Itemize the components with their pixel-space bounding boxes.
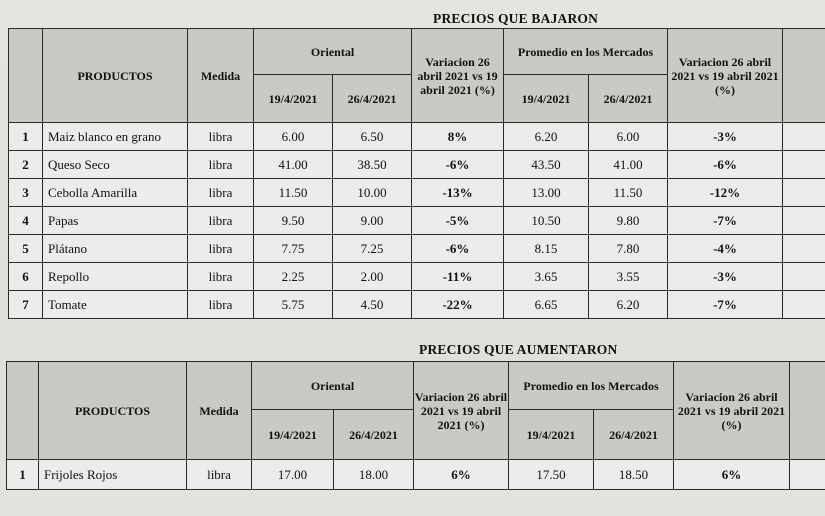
row-number: 3 [9,179,43,207]
price-cell: 6.65 [504,291,589,319]
productos-header: PRODUCTOS [39,362,187,460]
extra-cell [783,207,825,235]
price-cell: 5.75 [254,291,333,319]
price-cell: 17.50 [509,460,594,490]
date-header: 19/4/2021 [252,410,334,460]
price-cell: 3.55 [589,263,668,291]
medida-cell: libra [187,460,252,490]
medida-header: Medida [188,29,254,123]
price-cell: 8.15 [504,235,589,263]
extra-cell [783,263,825,291]
extra-cell [783,291,825,319]
date-header: 26/4/2021 [589,75,668,123]
index-header [9,29,43,123]
price-cell: 41.00 [254,151,333,179]
variacion-cell: -6% [412,151,504,179]
variacion-promedio-header: Variacion 26 abril 2021 vs 19 abril 2021 (%) [668,29,783,123]
producto-cell: Papas [43,207,188,235]
variacion-cell: 6% [674,460,790,490]
table-row [9,235,825,263]
price-cell: 9.50 [254,207,333,235]
row-number: 7 [9,291,43,319]
extra-cell [783,179,825,207]
variacion-cell: 8% [412,123,504,151]
row-number: 5 [9,235,43,263]
table2-title: PRECIOS QUE AUMENTARON [419,342,618,357]
variacion-cell: -3% [668,263,783,291]
price-cell: 7.80 [589,235,668,263]
producto-cell: Tomate [43,291,188,319]
variacion-promedio-header: Variacion 26 abril 2021 vs 19 abril 2021 (%) [674,362,790,460]
producto-cell: Queso Seco [43,151,188,179]
table-row [9,123,825,151]
variacion-cell: -7% [668,207,783,235]
price-cell: 2.25 [254,263,333,291]
date-header: 26/4/2021 [334,410,414,460]
price-cell: 11.50 [589,179,668,207]
variacion-cell: -22% [412,291,504,319]
productos-header: PRODUCTOS [43,29,188,123]
price-cell: 7.25 [333,235,412,263]
promedio-header: Promedio en los Mercados [504,29,668,75]
row-number: 6 [9,263,43,291]
oriental-header: Oriental [252,362,414,410]
variacion-cell: -11% [412,263,504,291]
variacion-oriental-header: Variacion 26 abril 2021 vs 19 abril 2021 (%) [412,29,504,123]
price-cell: 4.50 [333,291,412,319]
extra-cell [783,151,825,179]
extra-cell [790,460,825,490]
medida-cell: libra [188,235,254,263]
date-header: 26/4/2021 [333,75,412,123]
promedio-header: Promedio en los Mercados [509,362,674,410]
variacion-cell: 6% [414,460,509,490]
price-cell: 43.50 [504,151,589,179]
variacion-cell: -12% [668,179,783,207]
producto-cell: Repollo [43,263,188,291]
variacion-cell: -4% [668,235,783,263]
price-cell: 3.65 [504,263,589,291]
row-number: 1 [9,123,43,151]
price-cell: 6.00 [589,123,668,151]
price-cell: 6.20 [589,291,668,319]
oriental-header: Oriental [254,29,412,75]
variacion-cell: -5% [412,207,504,235]
medida-cell: libra [188,179,254,207]
price-cell: 38.50 [333,151,412,179]
table-row [9,263,825,291]
price-cell: 18.00 [334,460,414,490]
variacion-cell: -13% [412,179,504,207]
price-cell: 11.50 [254,179,333,207]
price-cell: 6.20 [504,123,589,151]
extra-cell [783,235,825,263]
extra-cell [783,123,825,151]
price-cell: 41.00 [589,151,668,179]
date-header: 19/4/2021 [509,410,594,460]
extra-header [790,362,825,460]
date-header: 19/4/2021 [254,75,333,123]
price-cell: 2.00 [333,263,412,291]
producto-cell: Cebolla Amarilla [43,179,188,207]
medida-cell: libra [188,207,254,235]
price-cell: 10.00 [333,179,412,207]
variacion-cell: -7% [668,291,783,319]
variacion-oriental-header: Variacion 26 abril 2021 vs 19 abril 2021 (%) [414,362,509,460]
row-number: 4 [9,207,43,235]
producto-cell: Plátano [43,235,188,263]
price-cell: 6.50 [333,123,412,151]
table-precios-bajaron [8,28,825,319]
medida-cell: libra [188,151,254,179]
medida-header: Medida [187,362,252,460]
price-cell: 7.75 [254,235,333,263]
table-row [9,179,825,207]
medida-cell: libra [188,291,254,319]
table-row [9,151,825,179]
price-cell: 17.00 [252,460,334,490]
price-cell: 6.00 [254,123,333,151]
index-header [7,362,39,460]
row-number: 2 [9,151,43,179]
variacion-cell: -6% [668,151,783,179]
producto-cell: Frijoles Rojos [39,460,187,490]
producto-cell: Maiz blanco en grano [43,123,188,151]
table-row [7,460,825,490]
variacion-cell: -3% [668,123,783,151]
date-header: 26/4/2021 [594,410,674,460]
row-number: 1 [7,460,39,490]
table-row [9,291,825,319]
price-cell: 9.80 [589,207,668,235]
date-header: 19/4/2021 [504,75,589,123]
table-precios-aumentaron [6,361,825,490]
table1-title: PRECIOS QUE BAJARON [433,11,599,26]
price-cell: 13.00 [504,179,589,207]
medida-cell: libra [188,263,254,291]
extra-header [783,29,825,123]
medida-cell: libra [188,123,254,151]
variacion-cell: -6% [412,235,504,263]
table-row [9,207,825,235]
price-cell: 9.00 [333,207,412,235]
price-cell: 18.50 [594,460,674,490]
price-cell: 10.50 [504,207,589,235]
